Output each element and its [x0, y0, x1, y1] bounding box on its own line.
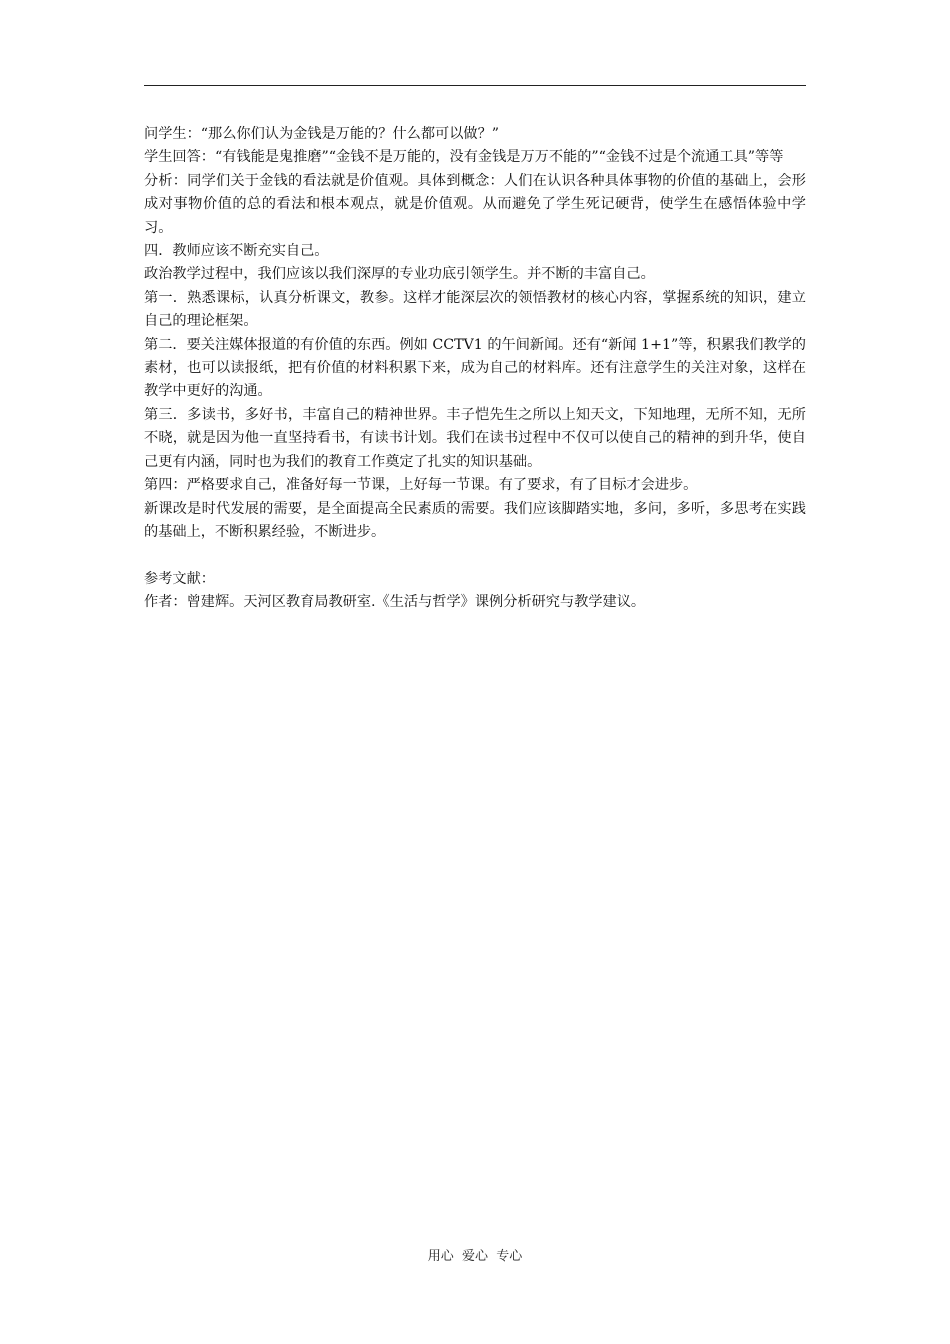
paragraph-point-three: 第三．多读书，多好书，丰富自己的精神世界。丰子恺先生之所以上知天文，下知地理，无所不知，无所不晓，就是因为他一直坚持看书，有读书计划。我们在读书过程中不仅可以使自己的精神的到升华，使自己更有内涵，同时也为我们的教育工作奠定了扎实的知识基础。	[144, 406, 806, 470]
paragraph-student-answer: 学生回答：“有钱能是鬼推磨”“金钱不是万能的，没有金钱是万万不能的”“金钱不过是个流通工具”等等	[144, 149, 784, 166]
paragraph-analysis: 分析：同学们关于金钱的看法就是价值观。具体到概念：人们在认识各种具体事物的价值的基础上，会形成对事物价值的总的看法和根本观点，就是价值观。从而避免了学生死记硬背，使学生在感悟体验中学习。	[144, 172, 806, 236]
page-footer: 用心 爱心 专心	[427, 1249, 523, 1264]
header-rule	[144, 85, 806, 86]
section-heading-four: 四．教师应该不断充实自己。	[144, 243, 329, 260]
paragraph-point-two: 第二．要关注媒体报道的有价值的东西。例如 CCTV1 的午间新闻。还有“新闻 1+1”等，积累我们教学的素材，也可以读报纸，把有价值的材料积累下来，成为自己的材料库。还有注意学生的关注对象，这样在教学中更好的沟通。	[144, 336, 806, 400]
paragraph-point-four: 第四：严格要求自己，准备好每一节课，上好每一节课。有了要求，有了目标才会进步。	[144, 477, 698, 494]
references-heading: 参考文献：	[144, 570, 215, 587]
document-body	[144, 123, 806, 615]
paragraph-intro: 政治教学过程中，我们应该以我们深厚的专业功底引领学生。并不断的丰富自己。	[144, 266, 655, 283]
paragraph-point-one: 第一．熟悉课标，认真分析课文，教参。这样才能深层次的领悟教材的核心内容，掌握系统的知识，建立自己的理论框架。	[144, 289, 806, 330]
paragraph-question: 问学生：“那么你们认为金钱是万能的？什么都可以做？”	[144, 126, 500, 142]
reference-entry: 作者：曾建辉。天河区教育局教研室.《生活与哲学》课例分析研究与教学建议。	[144, 594, 646, 611]
paragraph-conclusion: 新课改是时代发展的需要，是全面提高全民素质的需要。我们应该脚踏实地，多问，多听，多思考在实践的基础上，不断积累经验，不断进步。	[144, 500, 806, 540]
blank-line	[144, 544, 806, 567]
